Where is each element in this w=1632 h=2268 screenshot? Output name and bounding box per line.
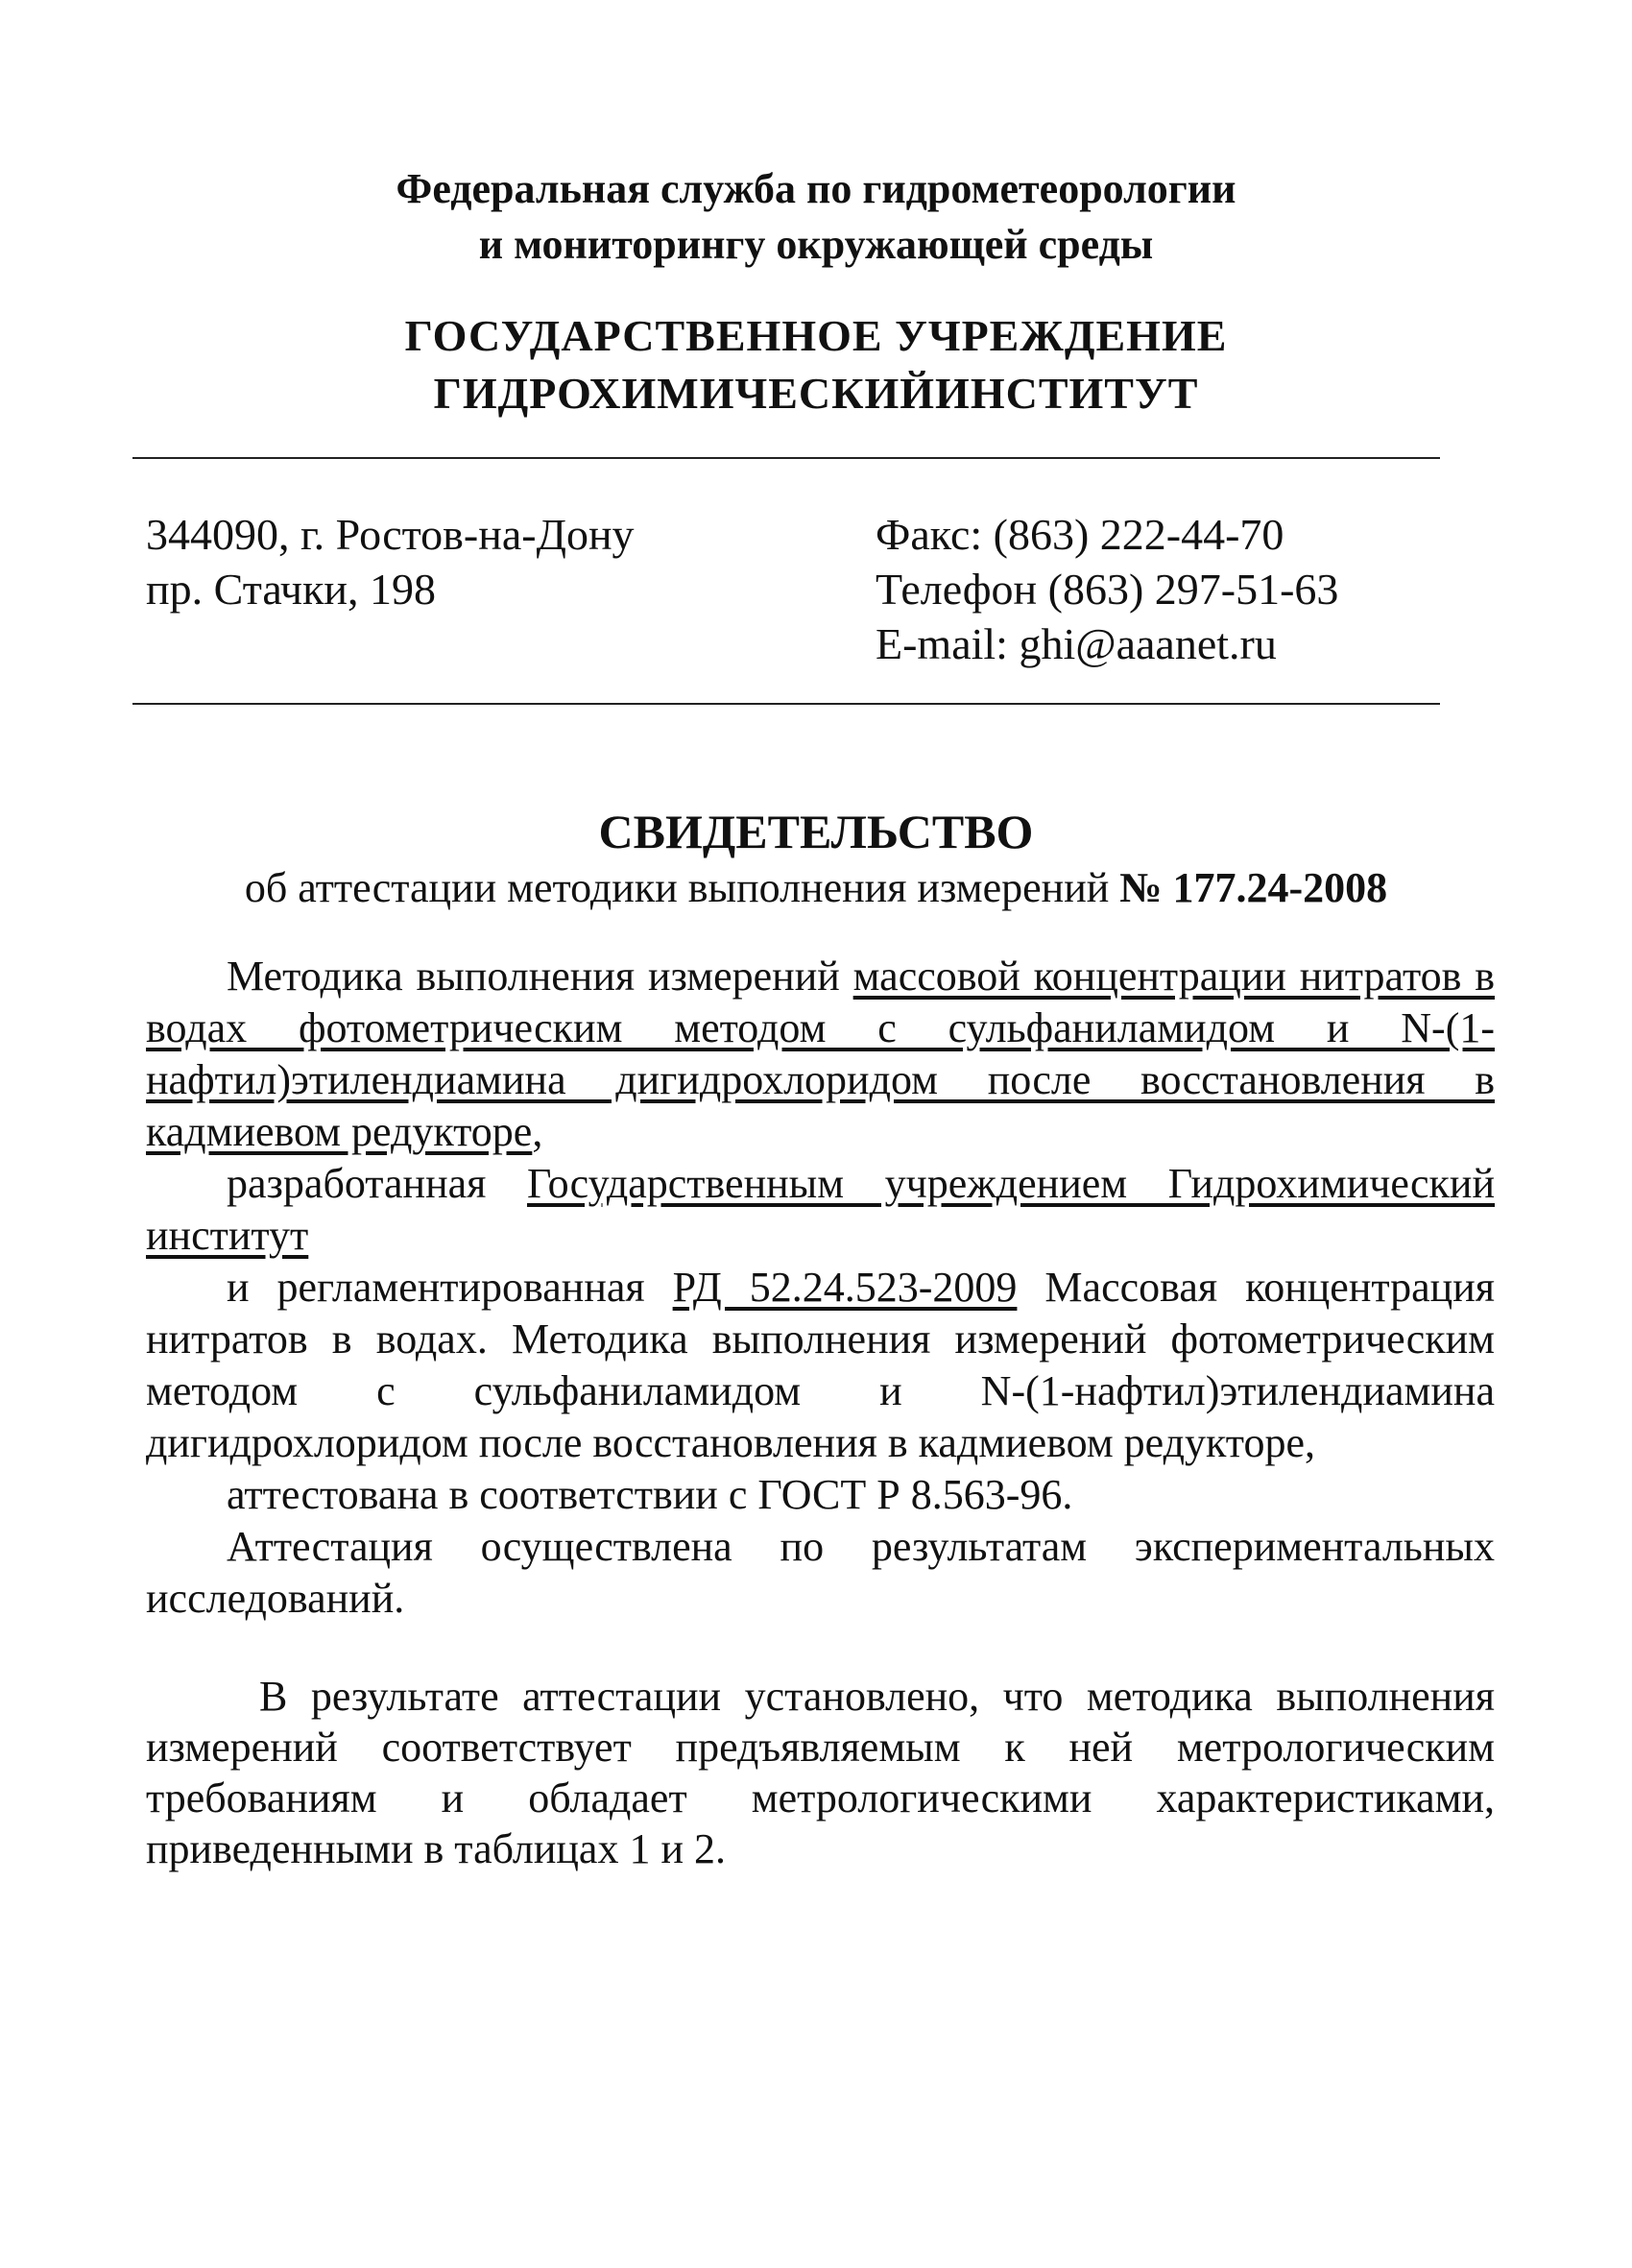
address-line-1: 344090, г. Ростов-на-Дону <box>146 510 635 559</box>
institution-line-2: ГИДРОХИМИЧЕСКИЙИНСТИТУТ <box>433 369 1199 418</box>
method-paragraph <box>146 951 1495 1158</box>
method-suffix: , <box>532 1108 543 1155</box>
developer-prefix: разработанная <box>227 1160 528 1207</box>
institution-line-1: ГОСУДАРСТВЕННОЕ УЧРЕЖДЕНИЕ <box>404 311 1228 360</box>
developer-name: Государственным учреждением Гидрохимический институт <box>146 1160 1496 1259</box>
result-paragraph: В результате аттестации установлено, что методика выполнения измерений соответствует предъявляемым к ней метрологическим требованиям и обладает метрологическими характеристиками, приведенными в таблицах 1 и 2. <box>146 1673 1495 1872</box>
postal-address <box>146 507 635 616</box>
regulation-code: РД 52.24.523-2009 <box>672 1264 1018 1311</box>
attestation-paragraph: Аттестация осуществлена по результатам экспериментальных исследований. <box>146 1523 1495 1622</box>
agency-line-1: Федеральная служба по гидрометеорологии <box>396 165 1236 212</box>
certificate-title: СВИДЕТЕЛЬСТВО <box>598 805 1034 858</box>
certificate-number: № 177.24-2008 <box>1119 864 1388 911</box>
fax-number: Факс: (863) 222-44-70 <box>876 510 1284 559</box>
header-divider <box>132 457 1440 459</box>
agency-name <box>0 161 1632 273</box>
institution-name <box>0 307 1632 422</box>
result-section <box>146 1671 1495 1874</box>
regulation-paragraph <box>146 1262 1495 1469</box>
phone-number: Телефон (863) 297-51-63 <box>876 565 1339 614</box>
certificate-body <box>146 951 1495 1625</box>
certificate-subtitle <box>0 860 1632 916</box>
standard-paragraph: аттестована в соответствии с ГОСТ Р 8.563-96. <box>227 1471 1073 1518</box>
regulation-prefix: и регламентированная <box>227 1264 673 1311</box>
address-line-2: пр. Стачки, 198 <box>146 565 437 614</box>
email-address: E-mail: ghi@aaanet.ru <box>876 619 1277 668</box>
contacts-divider <box>132 703 1440 705</box>
developer-paragraph <box>146 1158 1495 1262</box>
regulation-text: Массовая концентрация нитратов в водах. Методика выполнения измерений фотометрическим методом с сульфаниламидом и N-(1-нафтил)этилендиамина дигидрохлоридом после восстановления в кадмиевом редукторе, <box>146 1264 1496 1466</box>
certificate-subtitle-text: об аттестации методики выполнения измерений <box>244 864 1110 911</box>
contact-info <box>876 507 1338 671</box>
agency-line-2: и мониторингу окружающей среды <box>478 221 1154 268</box>
method-prefix: Методика выполнения измерений <box>227 953 853 1000</box>
method-name: массовой концентрации нитратов в водах фотометрическим методом с сульфаниламидом и N-(1-нафтил)этилендиамина дигидрохлоридом после восстановления в кадмиевом редукторе <box>146 953 1495 1155</box>
